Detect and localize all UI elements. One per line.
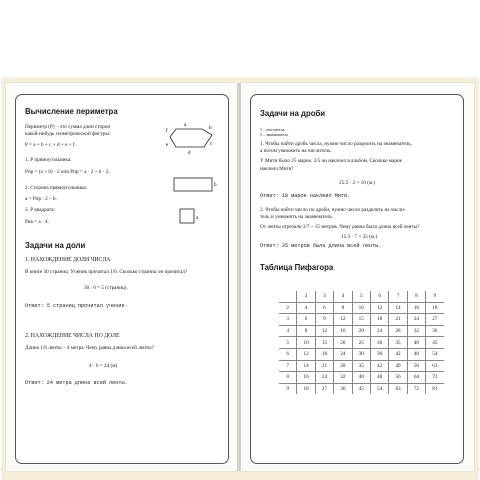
example1-line1: У Мити было 25 марок. 2/5 он наклеил в альбом. Сколько марок <box>260 158 403 164</box>
side-formula: a = Pпр : 2 – b. <box>25 196 57 202</box>
pythagoras-cell: 21 <box>315 360 333 372</box>
pythagoras-cell: 30 <box>352 348 370 360</box>
pythagoras-header-cell: 7 <box>389 291 407 302</box>
pythagoras-cell: 21 <box>389 314 407 326</box>
pythagoras-cell: 45 <box>426 337 444 349</box>
pythagoras-cell: 45 <box>352 383 370 394</box>
left-page-frame <box>15 94 229 464</box>
calc2: 15:3 · 7 = 35 (м.) <box>341 234 378 240</box>
pythagoras-cell: 12 <box>334 314 352 326</box>
pythagoras-row <box>279 337 444 349</box>
pythagoras-cell: 12 <box>315 325 333 337</box>
example1-line2: наклеил Митя? <box>260 166 294 172</box>
pythagoras-cell: 35 <box>352 360 370 372</box>
pythagoras-cell: 64 <box>407 372 425 384</box>
pythagoras-cell: 63 <box>389 383 407 394</box>
pythagoras-cell: 20 <box>352 325 370 337</box>
side-item-title: 2. Сторона прямоугольника: <box>25 185 88 191</box>
pythagoras-cell: 28 <box>334 360 352 372</box>
fig-label-b: b <box>209 126 212 131</box>
perimeter-formula: P = a + b + c + d + e + f. <box>25 142 76 148</box>
pythagoras-cell: 14 <box>389 302 407 314</box>
task1-answer: Ответ: 5 страниц прочитал ученик. <box>25 303 128 309</box>
square-item-title: 3. Р квадрата: <box>25 207 56 213</box>
pythagoras-cell: 24 <box>334 348 352 360</box>
task2-calculation: 4 · 6 = 24 (м) <box>89 363 118 369</box>
pythagoras-row <box>279 360 444 372</box>
pythagoras-cell: 30 <box>370 337 388 349</box>
pythagoras-cell: 32 <box>334 372 352 384</box>
pythagoras-cell: 16 <box>297 372 315 384</box>
pythagoras-cell: 20 <box>334 337 352 349</box>
square-label-a: a <box>196 216 199 221</box>
pythagoras-cell: 27 <box>426 314 444 326</box>
pythagoras-cell: 18 <box>370 314 388 326</box>
pythagoras-header-cell: 9 <box>279 383 297 394</box>
pythagoras-row <box>279 372 444 384</box>
pythagoras-cell: 40 <box>352 372 370 384</box>
rule2-line1: 2. Чтобы найти число по дроби, нужно число разделить на числи- <box>260 207 406 213</box>
pythagoras-row <box>279 314 444 326</box>
pythagoras-cell: 63 <box>426 360 444 372</box>
pythagoras-header-cell: 3 <box>279 314 297 326</box>
rule2-line2: тель и умножить на знаменатель. <box>260 214 334 220</box>
pythagoras-cell: 14 <box>297 360 315 372</box>
pythagoras-heading: Таблица Пифагора <box>260 263 334 272</box>
pythagoras-cell: 9 <box>315 314 333 326</box>
pythagoras-cell: 27 <box>315 383 333 394</box>
pythagoras-row <box>279 383 444 394</box>
perimeter-definition-line2: какой-нибудь геометрической фигуры: <box>25 131 111 137</box>
pythagoras-cell: 48 <box>407 348 425 360</box>
pythagoras-cell: 12 <box>297 348 315 360</box>
pythagoras-row <box>279 348 444 360</box>
pythagoras-cell: 16 <box>334 325 352 337</box>
perimeter-heading: Вычисление периметра <box>25 107 118 116</box>
square-formula: Pкв = a · 4. <box>25 219 49 225</box>
pythagoras-cell: 8 <box>334 302 352 314</box>
task2-text: Длина 1/6 ленты – 4 метра. Чему равна длина всей ленты? <box>25 345 154 351</box>
pythagoras-cell: 56 <box>389 372 407 384</box>
rectangle-figure <box>170 175 220 195</box>
pythagoras-header-cell <box>279 291 297 302</box>
pythagoras-row <box>279 291 444 302</box>
hexagon-figure <box>164 117 220 157</box>
legend-denominator: 5 – знаменатель <box>260 132 289 137</box>
pythagoras-cell: 49 <box>389 360 407 372</box>
pythagoras-header-cell: 8 <box>279 372 297 384</box>
pythagoras-cell: 72 <box>407 383 425 394</box>
pythagoras-header-cell: 7 <box>279 360 297 372</box>
task1-title: 1. НАХОЖДЕНИЕ ДОЛИ ЧИСЛА <box>25 257 111 263</box>
pythagoras-table <box>279 291 444 394</box>
fig-label-a: a <box>184 123 187 128</box>
task1-calculation: 30 : 6 = 5 (страниц). <box>84 285 128 291</box>
pythagoras-cell: 18 <box>426 302 444 314</box>
pythagoras-cell: 24 <box>315 372 333 384</box>
left-page <box>6 83 237 471</box>
pythagoras-cell: 36 <box>334 383 352 394</box>
answer2: Ответ: 35 метров была длина всей ленты. <box>260 243 382 249</box>
pythagoras-cell: 10 <box>297 337 315 349</box>
example2: От ленты отрезали 3/7 – 15 метров. Чему равна была длина всей ленты? <box>260 224 420 230</box>
fig-label-e: e <box>166 143 169 148</box>
pythagoras-cell: 12 <box>370 302 388 314</box>
right-page <box>241 83 474 471</box>
rectangle-item-title: 1. Р прямоугольника: <box>25 157 72 163</box>
fractions-heading: Задачи на дроби <box>260 109 326 118</box>
pythagoras-cell: 42 <box>370 360 388 372</box>
pythagoras-cell: 35 <box>389 337 407 349</box>
task2-answer: Ответ: 24 метра длина всей ленты. <box>25 380 128 386</box>
fig-label-d: d <box>188 151 191 156</box>
pythagoras-header-cell: 6 <box>370 291 388 302</box>
pythagoras-header-cell: 5 <box>279 337 297 349</box>
right-page-frame <box>250 94 464 464</box>
pythagoras-header-cell: 3 <box>315 291 333 302</box>
pythagoras-row <box>279 325 444 337</box>
pythagoras-cell: 6 <box>297 314 315 326</box>
fig-label-c: c <box>210 142 213 147</box>
pythagoras-cell: 15 <box>352 314 370 326</box>
pythagoras-cell: 18 <box>315 348 333 360</box>
pythagoras-header-cell: 9 <box>426 291 444 302</box>
pythagoras-cell: 24 <box>370 325 388 337</box>
pythagoras-cell: 81 <box>426 383 444 394</box>
pythagoras-header-cell: 8 <box>407 291 425 302</box>
pythagoras-cell: 54 <box>426 348 444 360</box>
task2-title: 2. НАХОЖДЕНИЕ ЧИСЛА ПО ДОЛЕ <box>25 333 120 339</box>
pythagoras-cell: 16 <box>407 302 425 314</box>
pythagoras-cell: 24 <box>407 314 425 326</box>
rect-label-b: b <box>214 183 217 188</box>
legend-numerator: 1 – числитель <box>260 127 285 132</box>
rectangle-formula: Pпр = (a + b) · 2 или Pпр = a · 2 + b · 2. <box>25 169 110 175</box>
rule1-line2: а потом умножить на числитель. <box>260 148 332 154</box>
pythagoras-header-cell: 4 <box>334 291 352 302</box>
pythagoras-cell: 28 <box>389 325 407 337</box>
pythagoras-cell: 56 <box>407 360 425 372</box>
answer1: Ответ: 10 марок наклеил Мити. <box>260 193 351 199</box>
calc1: 25:5 · 2 = 10 (м.) <box>339 180 376 186</box>
pythagoras-cell: 8 <box>297 325 315 337</box>
fig-label-f: f <box>166 129 168 134</box>
pythagoras-cell: 10 <box>352 302 370 314</box>
pythagoras-header-cell: 2 <box>279 302 297 314</box>
pythagoras-cell: 54 <box>370 383 388 394</box>
pythagoras-cell: 15 <box>315 337 333 349</box>
pythagoras-cell: 25 <box>352 337 370 349</box>
perimeter-definition-line1: Периметр (Р) – это сумма длин сторон <box>25 124 111 130</box>
pythagoras-cell: 32 <box>407 325 425 337</box>
pythagoras-cell: 40 <box>407 337 425 349</box>
pythagoras-row <box>279 302 444 314</box>
pythagoras-cell: 42 <box>389 348 407 360</box>
fraction-tasks-heading: Задачи на доли <box>25 241 86 250</box>
pythagoras-cell: 6 <box>315 302 333 314</box>
pythagoras-cell: 72 <box>426 372 444 384</box>
pythagoras-header-cell: 5 <box>352 291 370 302</box>
pythagoras-cell: 18 <box>297 383 315 394</box>
pythagoras-cell: 4 <box>297 302 315 314</box>
pythagoras-cell: 36 <box>426 325 444 337</box>
square-figure <box>176 205 206 229</box>
pythagoras-header-cell: 4 <box>279 325 297 337</box>
pythagoras-header-cell: 2 <box>297 291 315 302</box>
pythagoras-cell: 36 <box>370 348 388 360</box>
rule1-line1: 1. Чтобы найти дробь числа, нужно число разделить на знаменатель, <box>260 141 412 147</box>
task1-text: В книге 30 страниц. Ученик прочитал 1/6. Сколько страниц он прочитал? <box>25 269 188 275</box>
pythagoras-cell: 48 <box>370 372 388 384</box>
pythagoras-header-cell: 6 <box>279 348 297 360</box>
